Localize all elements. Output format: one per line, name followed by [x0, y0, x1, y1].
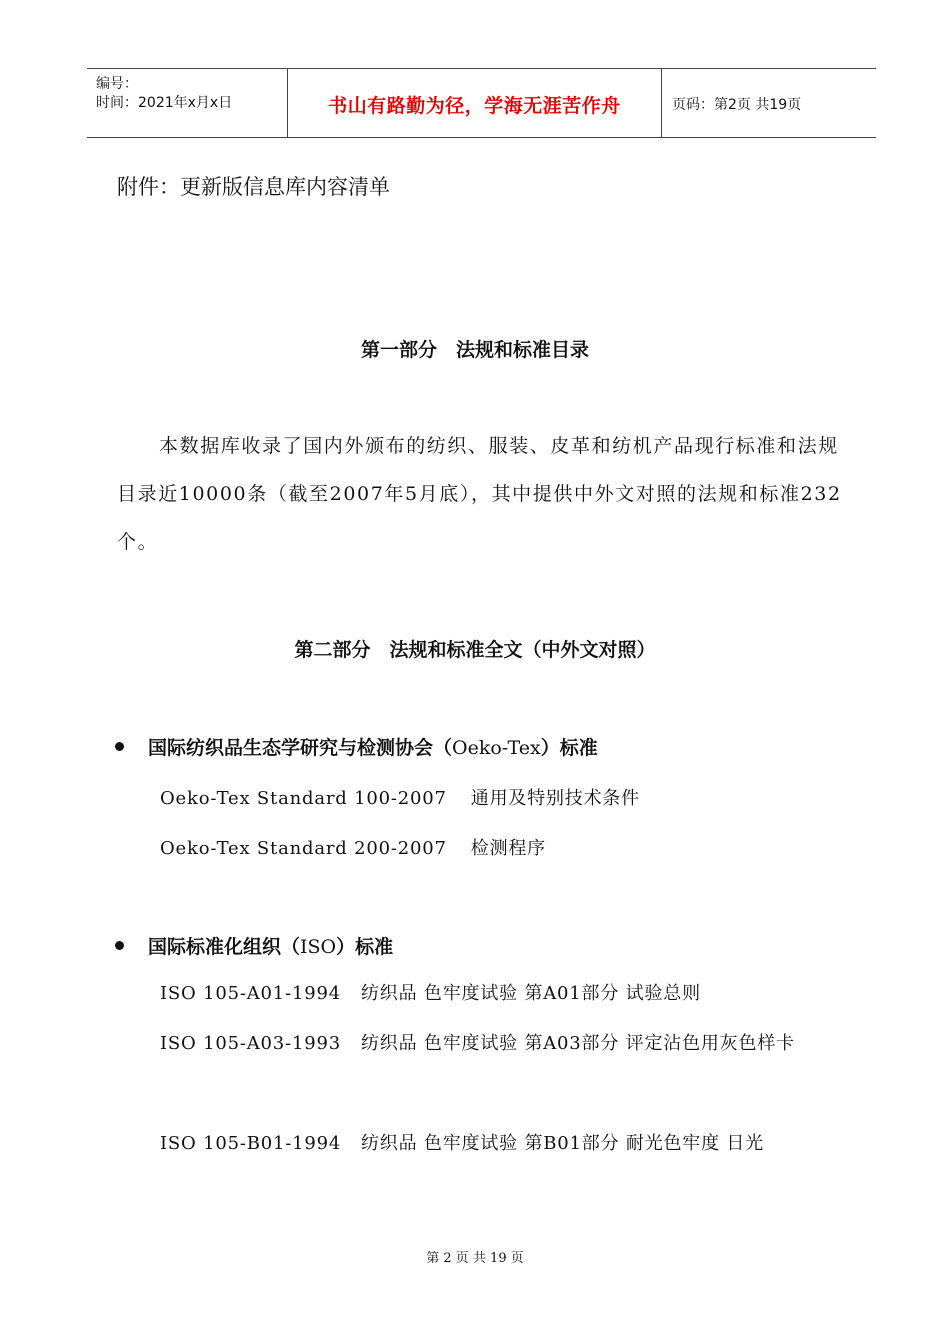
standard-code: ISO 105-B01-1994: [160, 1133, 342, 1154]
standard-title: 通用及特别技术条件: [470, 788, 640, 809]
header-motto-cell: [287, 69, 662, 137]
standard-title: 检测程序: [470, 838, 546, 859]
header-right-cell: [661, 69, 876, 137]
attachment-title: 附件：更新版信息库内容清单: [117, 175, 390, 199]
part1-body-text: 本数据库收录了国内外颁布的纺织、服装、皮革和纺机产品现行标准和法规目录近10000条（截至2007年5月底），其中提供中外文对照的法规和标准232个。: [117, 435, 842, 553]
section-iso: [115, 932, 393, 959]
time-label: 时间：2021年x月x日: [96, 95, 233, 111]
section-title: 国际纺织品生态学研究与检测协会（Oeko-Tex）标准: [148, 737, 598, 759]
standard-code: Oeko-Tex Standard 200-2007: [160, 838, 447, 859]
section-oeko-tex: [115, 733, 598, 760]
standard-code: ISO 105-A01-1994: [160, 983, 341, 1004]
page-footer: 第 2 页 共 19 页: [426, 1251, 524, 1266]
standard-title: 纺织品 色牢度试验 第A03部分 评定沾色用灰色样卡: [361, 1033, 795, 1054]
motto: 书山有路勤为径，学海无涯苦作舟: [328, 95, 621, 117]
standard-code: Oeko-Tex Standard 100-2007: [160, 788, 447, 809]
list-item: [160, 784, 640, 810]
list-item: [160, 834, 546, 860]
page-info: 页码：第2页 共19页: [672, 97, 802, 113]
part2-heading: 第二部分 法规和标准全文（中外文对照）: [294, 639, 656, 661]
standard-title: 纺织品 色牢度试验 第B01部分 耐光色牢度 日光: [361, 1133, 765, 1154]
serial-label: 编号：: [96, 76, 138, 92]
standard-title: 纺织品 色牢度试验 第A01部分 试验总则: [361, 983, 701, 1004]
part1-heading: 第一部分 法规和标准目录: [360, 339, 589, 361]
part1-body: [117, 422, 852, 566]
page-header: [87, 68, 876, 138]
bullet-icon: [115, 941, 124, 950]
header-left-cell: [87, 69, 287, 137]
section-title: 国际标准化组织（ISO）标准: [148, 936, 394, 958]
bullet-icon: [115, 742, 124, 751]
standard-code: ISO 105-A03-1993: [160, 1033, 341, 1054]
